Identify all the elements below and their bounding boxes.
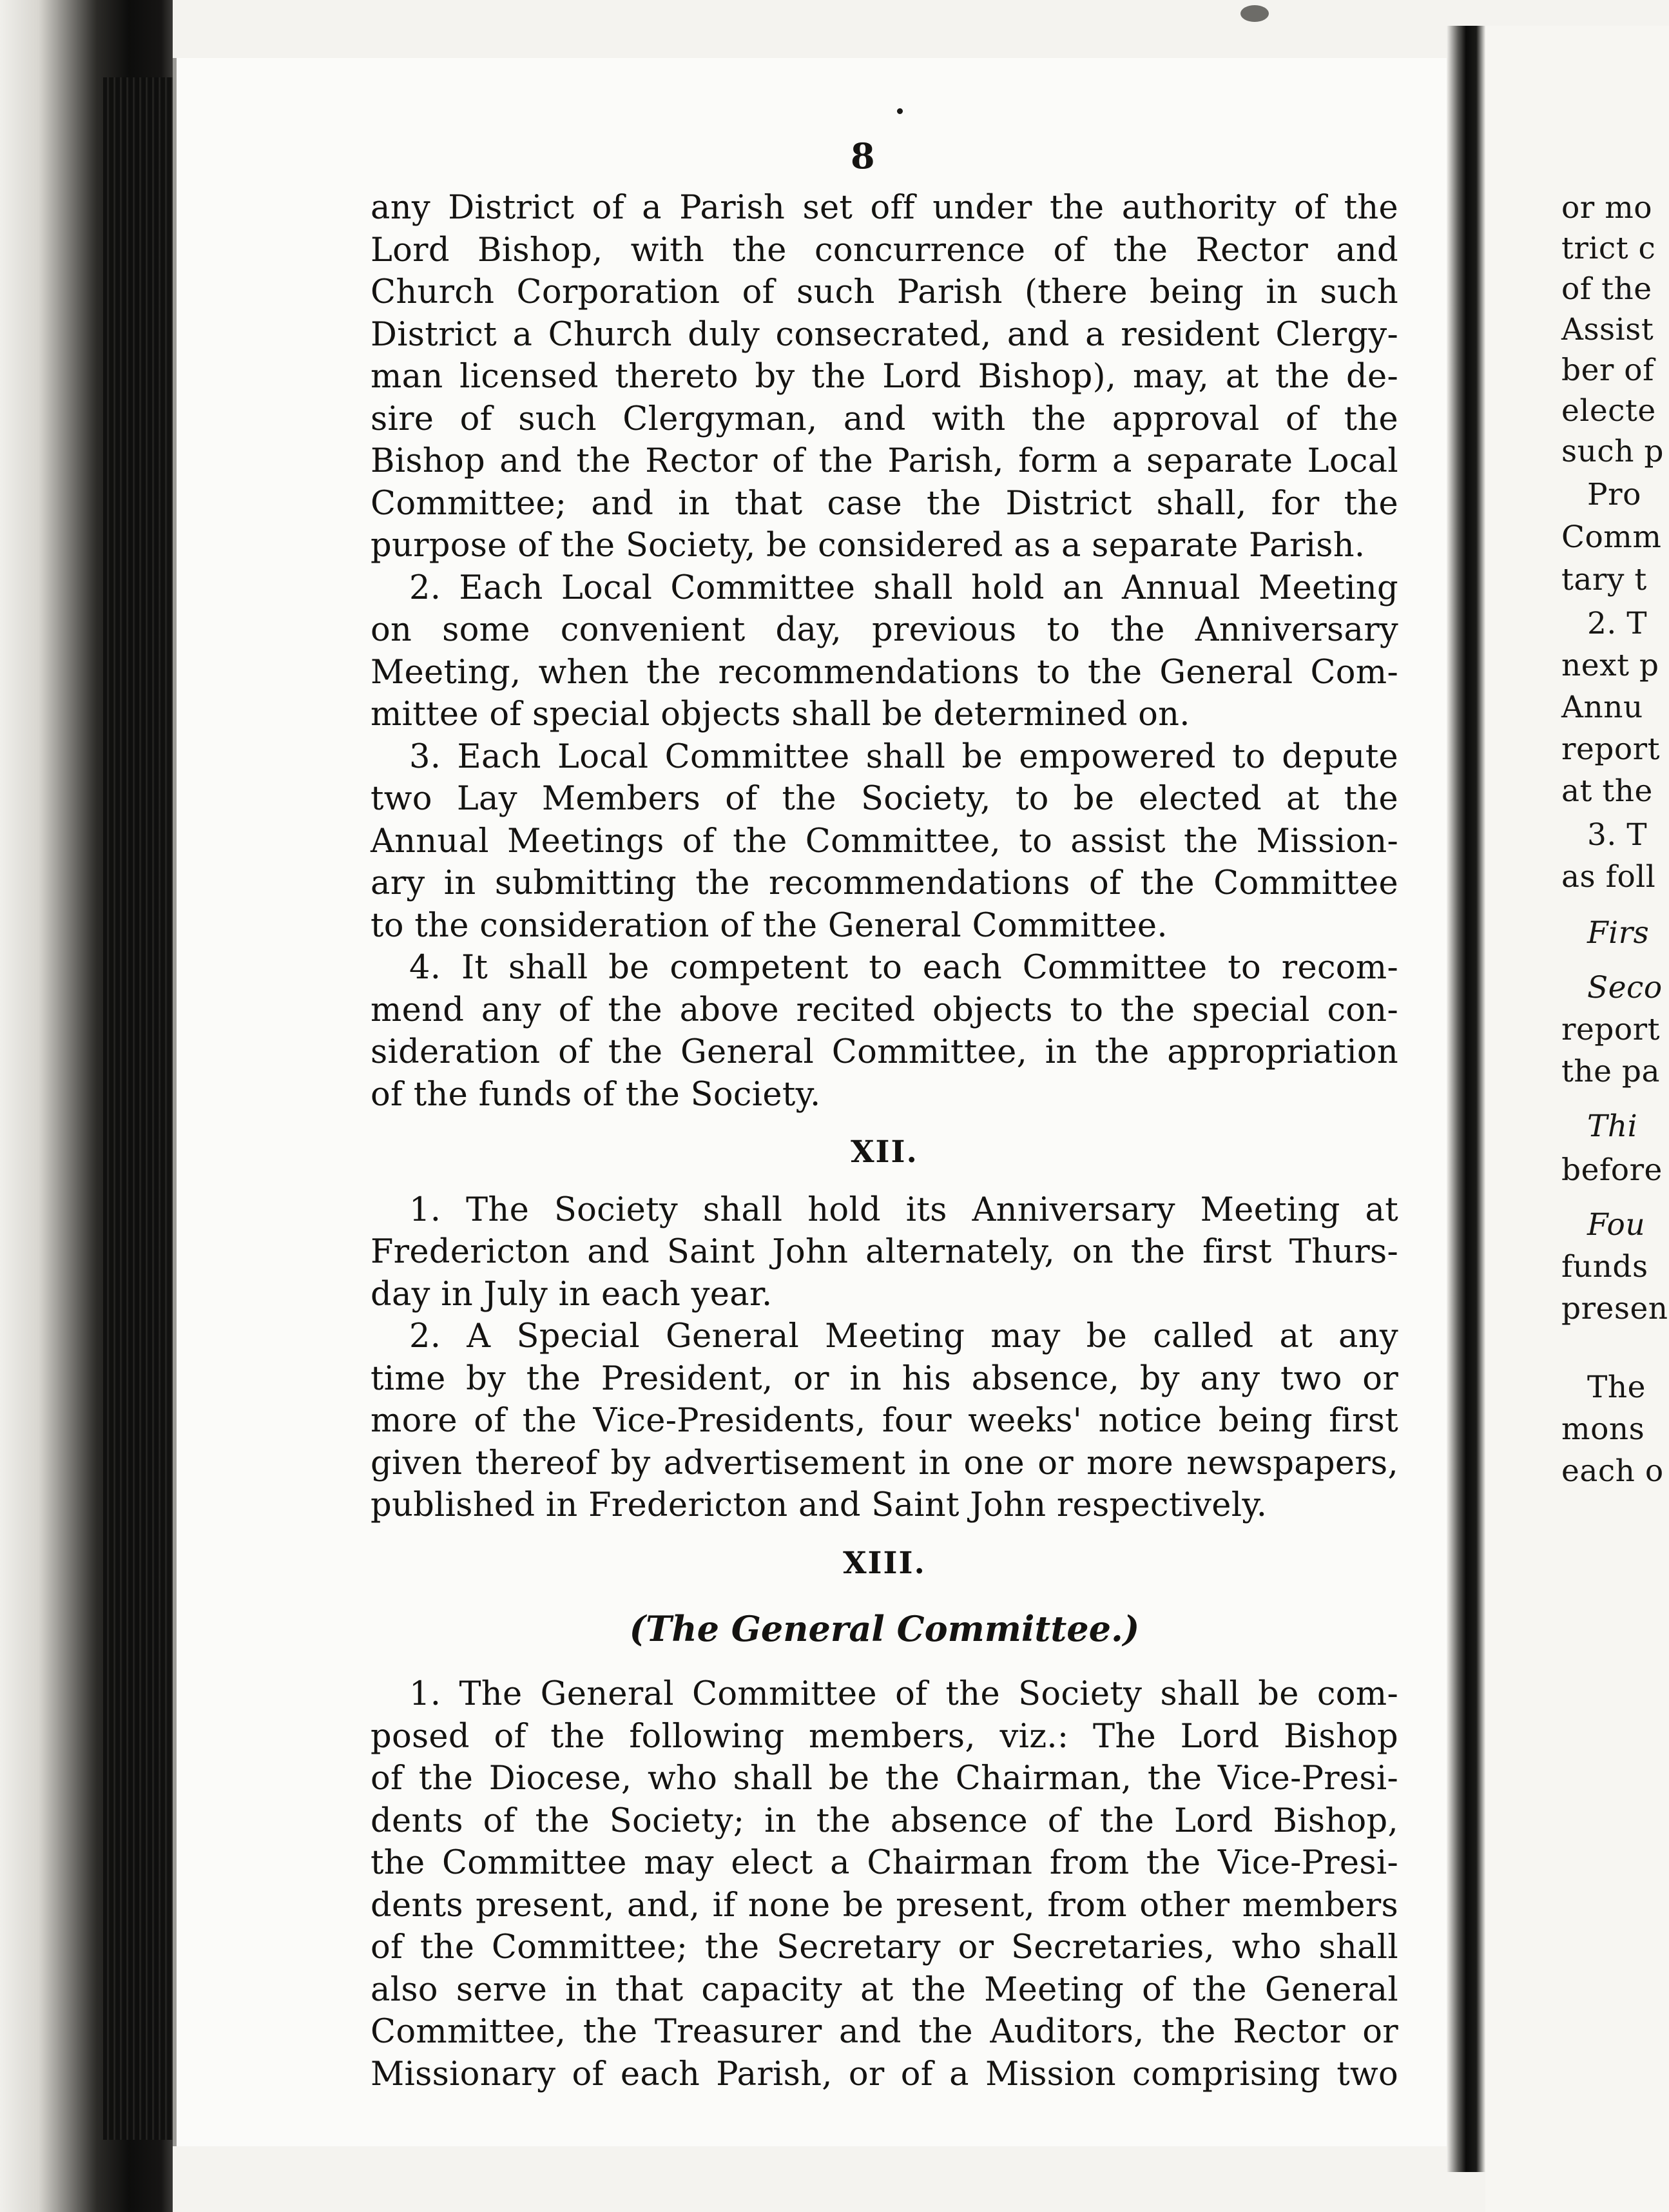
section-subheading: (The General Committee.) <box>629 1608 1140 1649</box>
next-page-line: 2. T <box>1587 606 1648 641</box>
text-line: purpose of the Society, be considered as a separate Parish. <box>371 527 1365 565</box>
next-page-line: or mo <box>1561 190 1653 226</box>
text-line: 4. It shall be competent to each Committee to recom- <box>409 949 1398 987</box>
next-page-fragment <box>1485 26 1669 2212</box>
section-heading-xiii: XIII. <box>843 1545 926 1581</box>
ink-blot <box>1240 5 1269 22</box>
text-line: dents present, and, if none be present, from other members <box>371 1886 1398 1925</box>
text-line: to the consideration of the General Committee. <box>371 906 1168 945</box>
text-line: given thereof by advertisement in one or more newspapers, <box>371 1444 1398 1482</box>
text-line: day in July in each year. <box>371 1275 773 1314</box>
next-page-line: of the <box>1561 271 1652 307</box>
next-page-line: 3. T <box>1587 817 1648 853</box>
text-line: Meeting, when the recommendations to the General Com- <box>371 653 1398 692</box>
next-page-line: Thi <box>1587 1109 1638 1144</box>
text-line: of the Diocese, who shall be the Chairman, the Vice-Presi- <box>371 1760 1398 1798</box>
next-page-line: Firs <box>1587 915 1650 951</box>
text-line: dents of the Society; in the absence of the Lord Bishop, <box>371 1801 1398 1840</box>
text-line: time by the President, or in his absence, by any two or <box>371 1359 1398 1398</box>
next-page-line: Annu <box>1561 690 1643 725</box>
next-page-line: before <box>1561 1152 1663 1188</box>
next-page-line: electe <box>1561 393 1656 429</box>
next-page-line: report <box>1561 1012 1661 1047</box>
next-page-line: each o <box>1561 1453 1664 1489</box>
text-line: 1. The General Committee of the Society shall be com- <box>409 1675 1398 1713</box>
next-page-line: trict c <box>1561 231 1656 266</box>
text-line: on some convenient day, previous to the Anniversary <box>371 611 1398 649</box>
text-line: ary in submitting the recommendations of the Committee <box>371 864 1398 902</box>
text-line: any District of a Parish set off under the authority of the <box>371 189 1398 227</box>
next-page-line: the pa <box>1561 1054 1661 1089</box>
text-line: 2. A Special General Meeting may be called at any <box>409 1317 1398 1355</box>
next-page-line: Assist <box>1561 312 1654 347</box>
text-line: Bishop and the Rector of the Parish, form a separate Local <box>371 442 1398 480</box>
next-page-line: report <box>1561 732 1661 767</box>
text-line: the Committee may elect a Chairman from the Vice-Presi- <box>371 1844 1398 1882</box>
page-edges <box>103 77 174 2140</box>
next-page-line: at the <box>1561 773 1653 809</box>
next-page-line: Pro <box>1587 477 1641 512</box>
text-line: sire of such Clergyman, and with the approval of the <box>371 400 1398 438</box>
next-page-line: Seco <box>1587 970 1663 1005</box>
text-line: 2. Each Local Committee shall hold an Annual Meeting <box>409 568 1398 607</box>
next-page-line: tary t <box>1561 562 1647 597</box>
text-line: more of the Vice-Presidents, four weeks' notice being first <box>371 1402 1398 1440</box>
next-page-line: Fou <box>1587 1207 1646 1243</box>
text-line: District a Church duly consecrated, and a resident Clergy- <box>371 315 1398 354</box>
ink-speck <box>897 108 903 114</box>
page-number: 8 <box>851 135 875 177</box>
text-line: Committee; and in that case the District shall, for the <box>371 484 1398 523</box>
next-page-line: such p <box>1561 434 1664 469</box>
book-gutter <box>1447 26 1485 2172</box>
next-page-line: presen <box>1561 1291 1668 1326</box>
text-line: also serve in that capacity at the Meeting of the General <box>371 1970 1398 2009</box>
text-line: of the Committee; the Secretary or Secretaries, who shall <box>371 1928 1398 1966</box>
text-line: Missionary of each Parish, or of a Mission comprising two <box>371 2055 1398 2093</box>
next-page-line: ber of <box>1561 353 1654 388</box>
text-line: two Lay Members of the Society, to be elected at the <box>371 780 1398 818</box>
text-line: of the funds of the Society. <box>371 1075 821 1114</box>
next-page-line: Comm <box>1561 519 1662 555</box>
text-line: Committee, the Treasurer and the Auditors, the Rector or <box>371 2013 1398 2051</box>
text-line: Fredericton and Saint John alternately, on the first Thurs- <box>371 1233 1398 1271</box>
next-page-line: as foll <box>1561 859 1656 895</box>
text-line: 3. Each Local Committee shall be empowered to depute <box>409 737 1398 776</box>
text-line: mittee of special objects shall be determined on. <box>371 695 1190 733</box>
text-line: sideration of the General Committee, in the appropriation <box>371 1033 1398 1071</box>
section-heading-xii: XII. <box>851 1134 918 1170</box>
text-line: posed of the following members, viz.: The Lord Bishop <box>371 1717 1398 1756</box>
text-line: Church Corporation of such Parish (there being in such <box>371 273 1398 311</box>
text-line: 1. The Society shall hold its Anniversary Meeting at <box>409 1190 1398 1229</box>
text-line: mend any of the above recited objects to the special con- <box>371 991 1398 1029</box>
next-page-line: mons <box>1561 1412 1645 1447</box>
text-line: Annual Meetings of the Committee, to assist the Mission- <box>371 822 1398 860</box>
next-page-line: The <box>1587 1370 1646 1405</box>
text-line: man licensed thereto by the Lord Bishop), may, at the de- <box>371 358 1398 396</box>
next-page-line: next p <box>1561 648 1659 683</box>
next-page-line: funds <box>1561 1249 1648 1285</box>
text-line: Lord Bishop, with the concurrence of the Rector and <box>371 231 1398 269</box>
page-body-text <box>371 187 1398 2095</box>
text-line: published in Fredericton and Saint John respectively. <box>371 1486 1268 1524</box>
